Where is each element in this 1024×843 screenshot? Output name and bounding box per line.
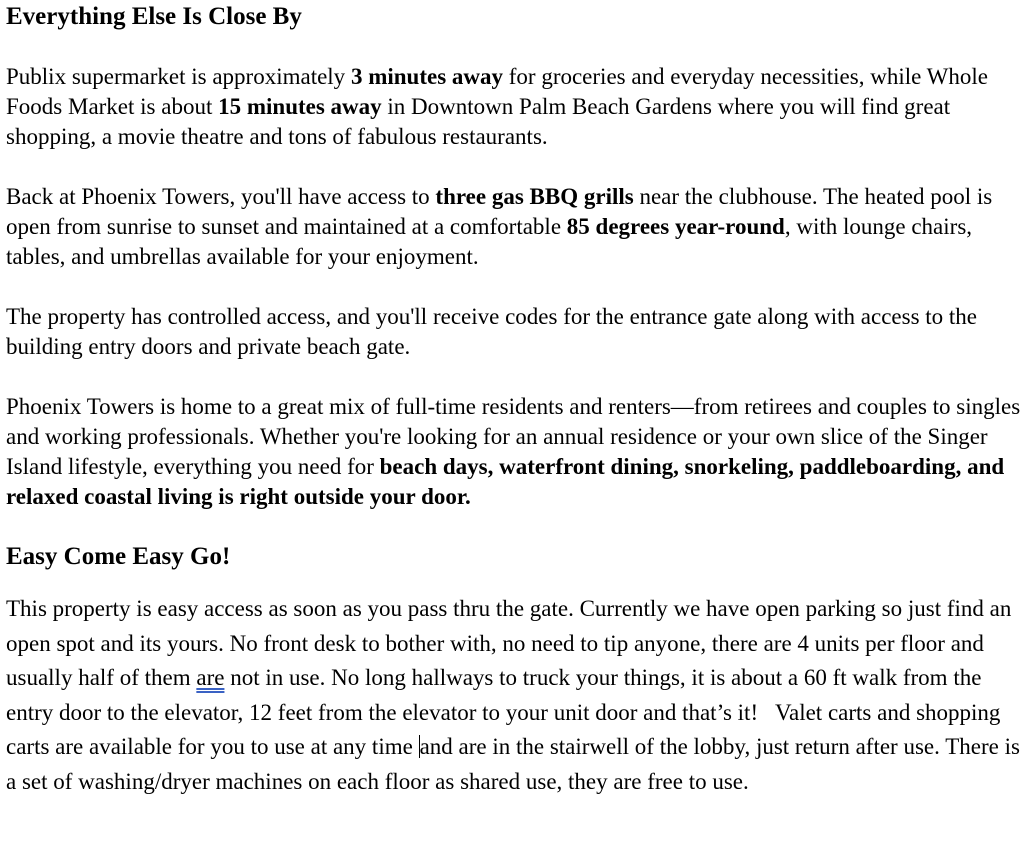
text-run: Phoenix Towers is home to a great mix of full-time residents and renters—from retirees and couples to singles and working professionals. Whether you're looking for an annual residence or your own slice of the Singer Island lifestyle, everything you need for: [6, 394, 1021, 479]
text-run: Back at Phoenix Towers, you'll have access to: [6, 184, 436, 209]
section-heading-easy-come: Easy Come Easy Go!: [6, 543, 231, 570]
bold-run: beach days, waterfront dining, snorkeling, paddleboarding, and relaxed coastal living is right outside your door.: [6, 454, 1005, 509]
paragraph-access: The property has controlled access, and you'll receive codes for the entrance gate along with access to the building entry doors and private beach gate.: [6, 304, 978, 359]
paragraph-easy-access[interactable]: [6, 592, 1024, 799]
grammar-flag-word[interactable]: are: [196, 665, 225, 690]
text-run: for groceries and everyday necessities, while Whole Foods Market is about: [6, 64, 988, 119]
text-run: and are in the stairwell of the lobby, just return after use. There is a set of washing/dryer machines on each floor as shared use, they are free to use.: [6, 734, 1020, 794]
text-run: Publix supermarket is approximately: [6, 64, 351, 89]
bold-run: 85 degrees year-round: [566, 214, 785, 239]
section-easy-come: [6, 592, 1024, 799]
paragraph-groceries: [6, 62, 1024, 152]
text-run: in Downtown Palm Beach Gardens where you will find great shopping, a movie theatre and tons of fabulous restaurants.: [6, 94, 951, 149]
text-run: , with lounge chairs, tables, and umbrellas available for your enjoyment.: [6, 214, 973, 269]
bold-run: three gas BBQ grills: [435, 184, 634, 209]
paragraph-amenities: [6, 182, 1024, 272]
bold-run: 15 minutes away: [218, 94, 382, 119]
bold-run: 3 minutes away: [350, 64, 503, 89]
text-run: near the clubhouse. The heated pool is open from sunrise to sunset and maintained at a comfortable: [6, 184, 993, 239]
text-run: not in use. No long hallways to truck your things, it is about a 60 ft walk from the entry door to the elevator, 12 feet from the elevator to your unit door and that’s it! Valet carts and shopping carts are available for you to use at any time: [6, 665, 1001, 759]
paragraph-residents: [6, 392, 1024, 512]
text-run: This property is easy access as soon as you pass thru the gate. Currently we have open parking so just find an open spot and its yours. No front desk to bother with, no need to tip anyone, there are 4 units per floor and usually half of them: [6, 596, 1012, 690]
section-heading-close-by: Everything Else Is Close By: [6, 3, 302, 30]
